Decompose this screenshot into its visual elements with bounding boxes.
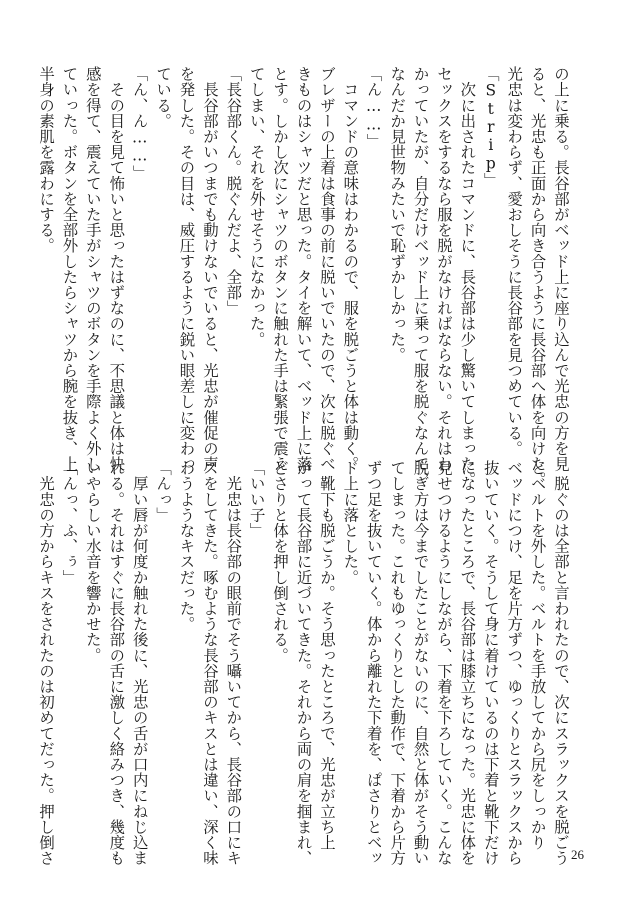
- text-line: 「ん、ん……」: [130, 66, 149, 181]
- text-line: を発した。その目は、威圧するように鋭い眼差しに変わっ: [177, 66, 196, 472]
- text-line: 厚い唇が何度か触れた後に、光忠の舌が口内にねじ込ま: [130, 460, 149, 866]
- text-line: 光忠の方からキスをされたのは初めてだった。押し倒さ: [37, 460, 56, 866]
- text-line: わうようなキスだった。: [177, 460, 196, 632]
- text-line: どさりと体を押し倒される。: [271, 460, 290, 663]
- text-line: 「ん……」: [364, 66, 383, 150]
- text-line: 脱ぎ方は今までしたことがないのに、自然と体がそう動い: [411, 460, 430, 866]
- text-line: その目を見て怖いと思ったはずなのに、不思議と体は快: [107, 66, 126, 472]
- text-line: 靴下も脱ごうか。そう思ったところで、光忠が立ち上: [317, 460, 336, 850]
- text-line: とベルトを外した。ベルトを手放してから尻をしっかり: [528, 460, 547, 850]
- text-block-lower: [34, 460, 572, 866]
- text-line: 「長谷部くん。脱ぐんだよ、全部」: [224, 66, 243, 316]
- text-line: ていった。ボタンを全部外したらシャツから腕を抜き、上: [60, 66, 79, 472]
- text-line: 感を得て、震えていた手がシャツのボタンを手際よく外し: [83, 66, 102, 472]
- text-line: の上に乗る。長谷部がベッド上に座り込んで光忠の方を見: [552, 66, 570, 472]
- text-line: なんだか見世物みたいで恥ずかしかった。: [388, 66, 407, 363]
- text-line: ベッドにつけ、足を片方ずつ、ゆっくりとスラックスから: [505, 460, 524, 866]
- page-number: 26: [571, 847, 584, 862]
- text-line: ブレザーの上着は食事の前に脱いでいたので、次に脱ぐべ: [317, 66, 336, 472]
- text-line: セックスをするなら服を脱がなければならない。それはわ: [434, 66, 453, 472]
- text-line: てしまい、それを外せそうになかった。: [247, 66, 266, 347]
- text-line: とす。しかし次にシャツのボタンに触れた手は緊張で震え: [271, 66, 290, 472]
- text-line: いやらしい水音を響かせた。: [83, 460, 102, 663]
- text-line: がって長谷部に近づいてきた。それから両の肩を掴まれ、: [294, 460, 313, 866]
- text-line: れる。それはすぐに長谷部の舌に激しく絡みつき、幾度も: [107, 460, 126, 866]
- text-line: てしまった。これもゆっくりとした動作で、下着から片方: [388, 460, 407, 866]
- text-line: 長谷部がいつまでも動けないでいると、光忠が催促の声: [200, 66, 219, 472]
- text-line: 「んっ、ふ、ぅ」: [60, 460, 79, 585]
- text-line: 抜いていく。そうして身に着けているのは下着と靴下だけ: [481, 460, 500, 866]
- text-line: きものはシャツだと思った。タイを解いて、ベッド上に落: [294, 66, 313, 472]
- text-line: 「んっ」: [154, 460, 173, 523]
- text-block-upper: [34, 66, 572, 488]
- text-line: 「いい子」: [247, 460, 266, 538]
- text-line: ド上に落とした。: [341, 460, 360, 585]
- text-line: 見せつけるようにしながら、下着を下ろしていく。こんな: [434, 460, 453, 866]
- text-line: 光忠は長谷部の眼前でそう囁いてから、長谷部の口にキ: [224, 460, 243, 866]
- text-line: 光忠は変わらず、愛おしそうに長谷部を見つめている。: [505, 66, 524, 456]
- text-line: ている。: [154, 66, 173, 129]
- text-line: かっていたが、自分だけベッド上に乗って服を脱ぐなんて、: [411, 66, 430, 488]
- text-line: コマンドの意味はわかるので、服を脱ごうと体は動く。: [341, 66, 360, 472]
- text-line: 「Strip」: [481, 66, 500, 189]
- text-line: ずつ足を抜いていく。体から離れた下着を、ぱさりとベッ: [364, 460, 383, 866]
- text-line: 脱ぐのは全部と言われたので、次にスラックスを脱ごう: [552, 460, 570, 866]
- text-line: 次に出されたコマンドに、長谷部は少し驚いてしまった。: [458, 66, 477, 488]
- text-line: 半身の素肌を露わにする。: [37, 66, 56, 254]
- text-line: スをしてきた。啄むような長谷部のキスとは違い、深く味: [200, 460, 219, 866]
- text-line: ると、光忠も正面から向き合うように長谷部へ体を向けた。: [528, 66, 547, 488]
- text-line: になったところで、長谷部は膝立ちになった。光忠に体を: [458, 460, 477, 866]
